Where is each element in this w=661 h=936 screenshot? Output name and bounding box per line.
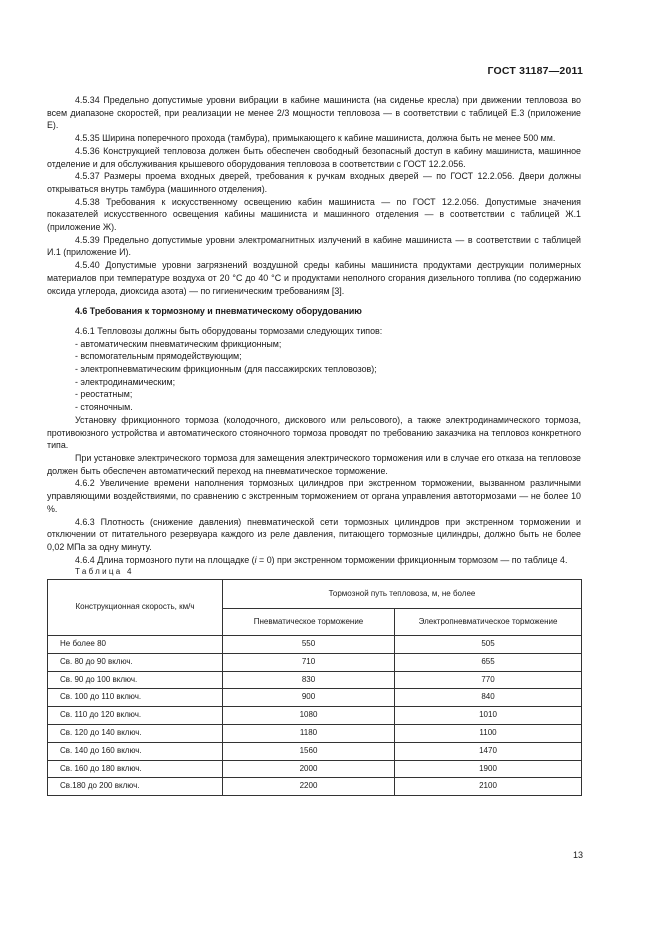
table-label: Таблица 4 (75, 567, 134, 577)
electropneumatic-distance-cell: 1900 (395, 760, 582, 778)
brake-type-item: - электропневматическим фрикционным (для пассажирских тепловозов); (75, 364, 377, 375)
speed-cell: Св.180 до 200 включ. (48, 778, 223, 796)
paragraph-4-6-1: 4.6.1 Тепловозы должны быть оборудованы тормозами следующих типов: (75, 325, 383, 336)
electropneumatic-distance-cell: 2100 (395, 778, 582, 796)
table-row (48, 636, 582, 654)
braking-distance-table (47, 579, 582, 796)
table-row (48, 778, 582, 796)
electropneumatic-distance-cell: 1010 (395, 707, 582, 725)
clause-paragraph: Установку фрикционного тормоза (колодочного, дискового или рельсового), а также электродинамического тормоза, противоюзного устройства и автоматического стояночного тормоза проводят по требованию заказчика на тепловоз конкретного типа. (47, 414, 581, 451)
electropneumatic-distance-cell: 840 (395, 689, 582, 707)
speed-cell: Св. 80 до 90 включ. (48, 653, 223, 671)
table-row (48, 707, 582, 725)
clause-paragraph: 4.5.39 Предельно допустимые уровни электромагнитных излучений в кабине машиниста — в соответствии с таблицей И.1 (приложение И). (47, 234, 581, 258)
mid-paragraphs (47, 414, 581, 554)
page-number: 13 (572, 850, 583, 860)
clause-paragraph: 4.5.37 Размеры проема входных дверей, требования к ручкам входных дверей — по ГОСТ 12.2.056. Двери должны открываться внутрь тамбура (машинного отделения). (47, 171, 581, 194)
pneumatic-distance-cell: 1180 (223, 725, 395, 743)
table-row (48, 671, 582, 689)
electropneumatic-distance-cell: 505 (395, 636, 582, 654)
clause-paragraph: 4.6.3 Плотность (снижение давления) пневматической сети тормозных цилиндров при экстренном торможении и отключении от питательного резервуара каждого из реле давления, питающего тормозные цилиндры, должно быть не более 0,02 МПа за одну минуту. (47, 516, 581, 552)
pneumatic-distance-cell: 2200 (223, 778, 395, 796)
brake-types-list (47, 338, 581, 414)
header-speed: Конструкционная скорость, км/ч (48, 580, 223, 636)
paragraph-4-6-4 (47, 554, 581, 567)
speed-cell: Св. 120 до 140 включ. (48, 725, 223, 743)
brake-type-item: - стояночным. (75, 402, 133, 413)
table-row (48, 760, 582, 778)
pneumatic-distance-cell: 1560 (223, 742, 395, 760)
clause-paragraph: 4.6.2 Увеличение времени наполнения тормозных цилиндров при экстренном торможении, вызванном различными управляющими воздействиями, по сравнению с экстренным торможением от органа управления автотормозами — не более 10 %. (47, 478, 581, 514)
p464-text-end: = 0) при экстренном торможении фрикционным тормозом — по таблице 4. (256, 554, 568, 565)
clause-paragraph: 4.5.34 Предельно допустимые уровни вибрации в кабине машиниста (на сиденье кресла) при движении тепловоза во всем диапазоне скоростей, при реализации не менее 2/3 мощности тепловоза — в соответствии с таблицей Е.3 (приложение Е). (47, 95, 581, 131)
p464-text-start: 4.6.4 Длина тормозного пути на площадке ( (75, 554, 255, 565)
electropneumatic-distance-cell: 770 (395, 671, 582, 689)
electropneumatic-distance-cell: 655 (395, 653, 582, 671)
clause-paragraph: 4.5.35 Ширина поперечного прохода (тамбура), примыкающего к кабине машиниста, должна быть не менее 500 мм. (75, 133, 556, 144)
speed-cell: Св. 100 до 110 включ. (48, 689, 223, 707)
section-heading: 4.6 Требования к тормозному и пневматическому оборудованию (75, 306, 362, 317)
clause-paragraph: 4.5.40 Допустимые уровни загрязнений воздушной среды кабины машиниста продуктами деструкции полимерных материалов при температуре воздуха от 20 °С до 40 °С и продуктами неполного сгорания дизельного топлива (по содержанию оксида углерода, диоксида азота) — по гигиеническим требованиям [3]. (47, 260, 581, 296)
top-paragraphs (47, 94, 581, 297)
table-row (48, 725, 582, 743)
pneumatic-distance-cell: 900 (223, 689, 395, 707)
brake-type-item: - электродинамическим; (75, 376, 176, 387)
speed-cell: Св. 90 до 100 включ. (48, 671, 223, 689)
speed-cell: Св. 140 до 160 включ. (48, 742, 223, 760)
header-electropneumatic: Электропневматическое торможение (395, 609, 582, 636)
header-pneumatic: Пневматическое торможение (223, 609, 395, 636)
pneumatic-distance-cell: 830 (223, 671, 395, 689)
pneumatic-distance-cell: 550 (223, 636, 395, 654)
table-row (48, 689, 582, 707)
pneumatic-distance-cell: 2000 (223, 760, 395, 778)
electropneumatic-distance-cell: 1470 (395, 742, 582, 760)
electropneumatic-distance-cell: 1100 (395, 725, 582, 743)
table-row (48, 742, 582, 760)
speed-cell: Св. 110 до 120 включ. (48, 707, 223, 725)
pneumatic-distance-cell: 1080 (223, 707, 395, 725)
brake-type-item: - реостатным; (75, 389, 133, 400)
pneumatic-distance-cell: 710 (223, 653, 395, 671)
clause-paragraph: При установке электрического тормоза для замещения электрического торможения или в случае его отказа на тепловозе должен быть обеспечен автоматический переход на пневматическое торможение. (47, 452, 581, 476)
speed-cell: Не более 80 (48, 636, 223, 654)
header-braking-distance: Тормозной путь тепловоза, м, не более (223, 580, 582, 609)
p464-italic-variable: i (254, 554, 257, 565)
brake-type-item: - вспомогательным прямодействующим; (75, 351, 242, 362)
clause-paragraph: 4.5.36 Конструкцией тепловоза должен быть обеспечен свободный безопасный доступ в кабину машиниста, машинное отделение и для обслуживания крышевого оборудования тепловоза в соответствии с ГОСТ 12.2.056. (47, 145, 581, 169)
content-body (47, 94, 581, 796)
document-code: ГОСТ 31187—2011 (487, 65, 583, 77)
brake-type-item: - автоматическим пневматическим фрикционным; (75, 338, 282, 349)
table-body (48, 636, 582, 796)
speed-cell: Св. 160 до 180 включ. (48, 760, 223, 778)
table-row (48, 653, 582, 671)
clause-paragraph: 4.5.38 Требования к искусственному освещению кабин машиниста — по ГОСТ 12.2.056. Допустимые значения показателей искусственного освещения кабины машиниста и машинного отделения — в соответствии с таблицей Ж.1 (приложение Ж). (47, 196, 581, 233)
